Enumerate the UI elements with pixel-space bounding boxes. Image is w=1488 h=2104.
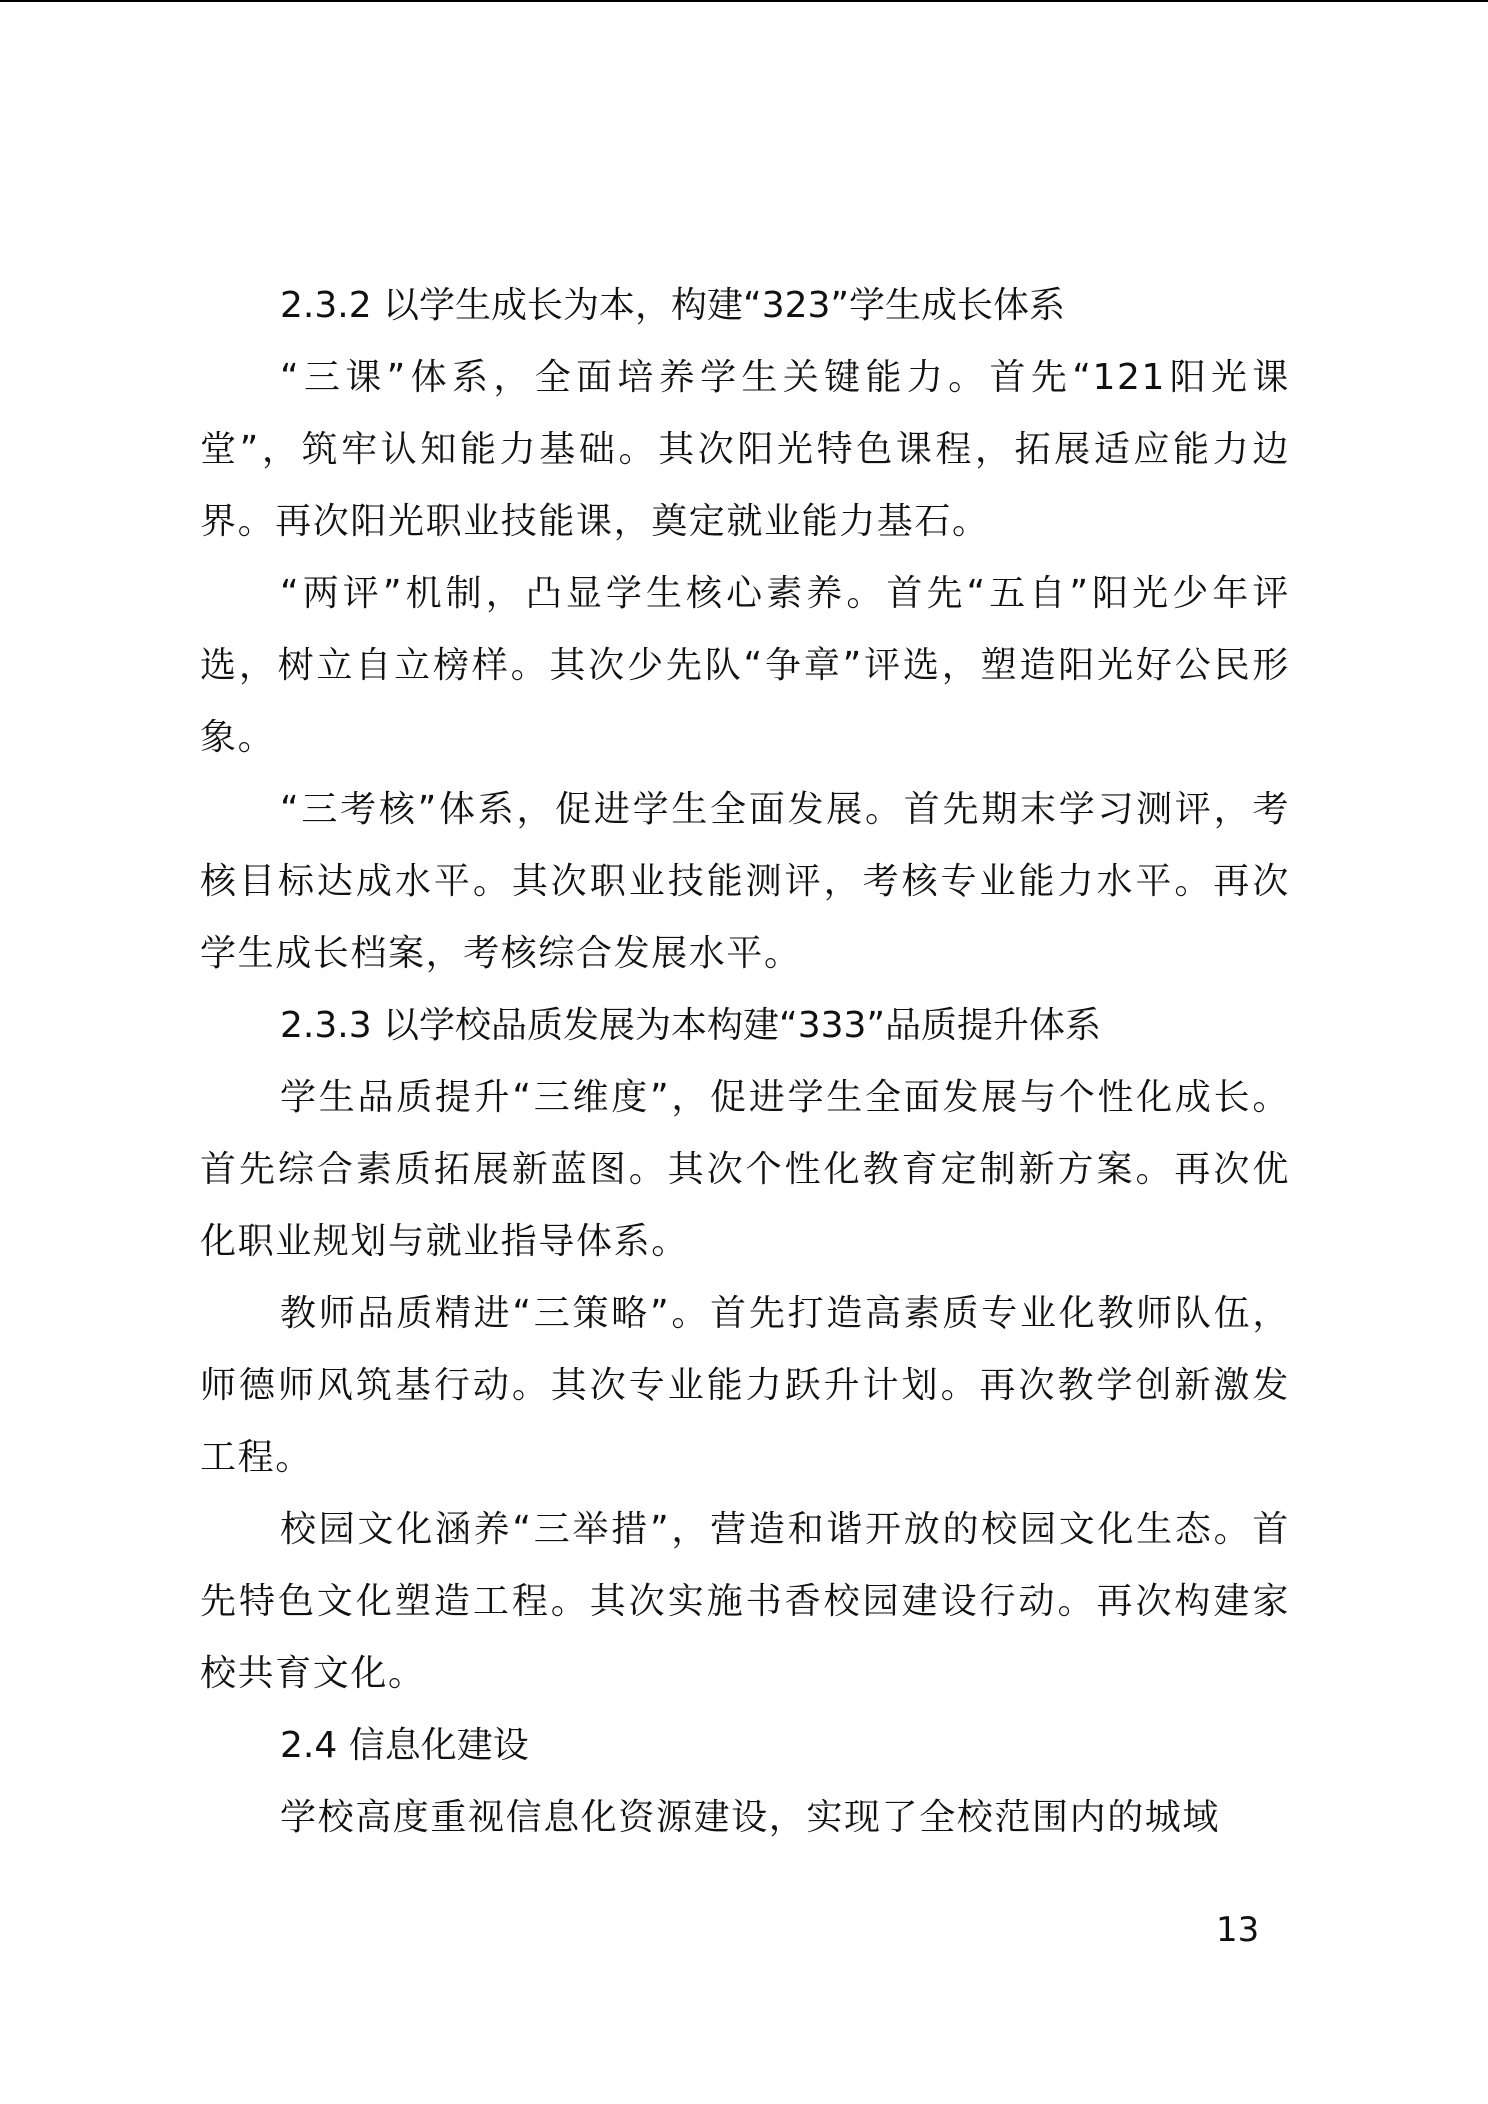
paragraph: 学校高度重视信息化资源建设，实现了全校范围内的城域 (280, 1797, 1221, 1838)
section-2-4 (200, 1710, 1290, 1854)
section-heading: 2.4 信息化建设 (280, 1725, 529, 1766)
top-border-rule (0, 0, 1488, 2)
paragraph: 教师品质精进“三策略”。首先打造高素质专业化教师队伍，师德师风筑基行动。其次专业能力跃升计划。再次教学创新激发工程。 (200, 1293, 1290, 1478)
section-2-3-3 (200, 990, 1290, 1710)
section-heading: 2.3.2 以学生成长为本，构建“323”学生成长体系 (280, 285, 1066, 326)
paragraph: “三考核”体系，促进学生全面发展。首先期末学习测评，考核目标达成水平。其次职业技能测评，考核专业能力水平。再次学生成长档案，考核综合发展水平。 (200, 789, 1290, 974)
section-2-3-2 (200, 270, 1290, 990)
paragraph: “三课”体系，全面培养学生关键能力。首先“121阳光课堂”，筑牢认知能力基础。其次阳光特色课程，拓展适应能力边界。再次阳光职业技能课，奠定就业能力基石。 (200, 357, 1290, 542)
paragraph: 校园文化涵养“三举措”，营造和谐开放的校园文化生态。首先特色文化塑造工程。其次实施书香校园建设行动。再次构建家校共育文化。 (200, 1509, 1290, 1694)
section-heading: 2.3.3 以学校品质发展为本构建“333”品质提升体系 (280, 1005, 1102, 1046)
paragraph: 学生品质提升“三维度”，促进学生全面发展与个性化成长。首先综合素质拓展新蓝图。其次个性化教育定制新方案。再次优化职业规划与就业指导体系。 (200, 1077, 1290, 1262)
page-number: 13 (1216, 1910, 1260, 1950)
paragraph: “两评”机制，凸显学生核心素养。首先“五自”阳光少年评选，树立自立榜样。其次少先队“争章”评选，塑造阳光好公民形象。 (200, 573, 1290, 758)
document-page (200, 270, 1290, 1854)
